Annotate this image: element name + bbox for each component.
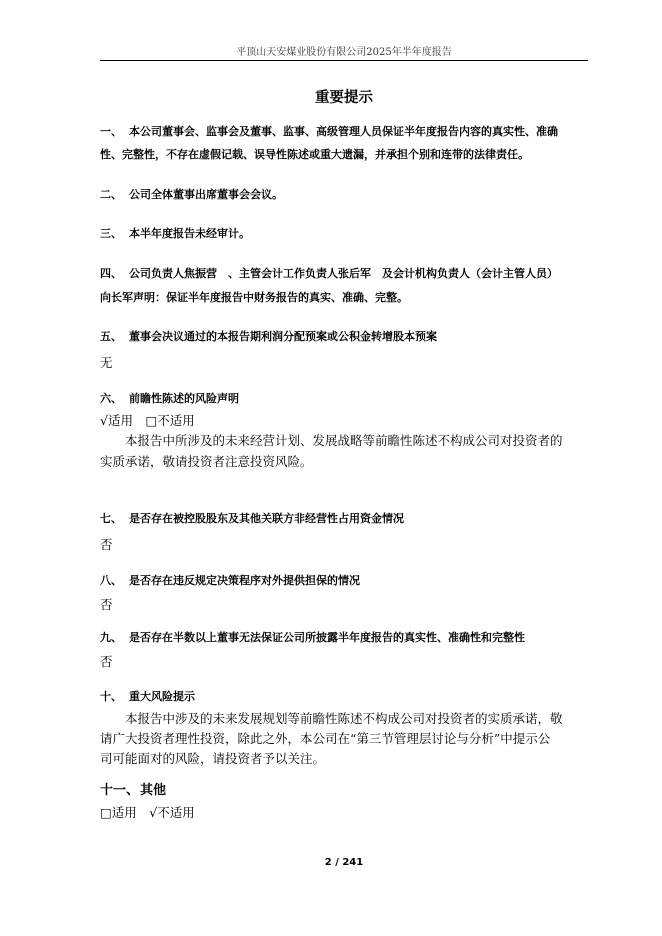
section-6: [100, 390, 590, 406]
page-number: 2 / 241: [324, 857, 364, 868]
section-2-number: 二、: [100, 188, 122, 201]
section-6-number: 六、: [100, 392, 122, 405]
page-header: 平顶山天安煤业股份有限公司2025年半年度报告: [236, 47, 452, 58]
section-5-number: 五、: [100, 330, 122, 343]
section-10: [100, 688, 590, 704]
section-8-answer: 否: [100, 597, 113, 612]
section-9: [100, 629, 590, 645]
section-8-text: 是否存在违反规定决策程序对外提供担保的情况: [129, 574, 360, 587]
section-8: [100, 572, 590, 588]
section-10-number: 十、: [100, 690, 122, 703]
section-2-text: 公司全体董事出席董事会会议。: [129, 188, 283, 201]
section-1-number: 一、: [100, 125, 122, 138]
section-10-paragraph-line-3: 司可能面对的风险，请投资者予以关注。: [100, 751, 326, 766]
section-10-paragraph-line-1: 本报告中涉及的未来发展规划等前瞻性陈述不构成公司对投资者的实质承诺，敬: [125, 711, 563, 726]
section-11-text: 其他: [140, 783, 167, 798]
section-3: [100, 225, 590, 241]
section-6-options: √适用 □不适用: [100, 413, 195, 428]
section-4-text: 公司负责人焦振营 、主管会计工作负责人张后军 及会计机构负责人（会计主管人员）: [129, 267, 558, 280]
section-5-text: 董事会决议通过的本报告期利润分配预案或公积金转增股本预案: [129, 330, 437, 343]
section-2: [100, 186, 590, 202]
section-1-text: 本公司董事会、监事会及董事、监事、高级管理人员保证半年度报告内容的真实性、准确: [129, 125, 558, 138]
section-3-number: 三、: [100, 227, 122, 240]
section-9-answer: 否: [100, 654, 113, 669]
section-6-paragraph-line-2: 实质承诺，敬请投资者注意投资风险。: [100, 454, 313, 469]
section-6-paragraph-line-1: 本报告中所涉及的未来经营计划、发展战略等前瞻性陈述不构成公司对投资者的: [125, 433, 563, 448]
section-5-answer: 无: [100, 355, 113, 370]
section-1-line-2: 性、完整性，不存在虚假记载、误导性陈述或重大遗漏，并承担个别和连带的法律责任。: [100, 148, 529, 161]
section-4-line-2: 向长军声明：保证半年度报告中财务报告的真实、准确、完整。: [100, 291, 408, 304]
section-4-number: 四、: [100, 267, 122, 280]
section-7-number: 七、: [100, 512, 122, 525]
section-10-text: 重大风险提示: [129, 690, 195, 703]
section-8-number: 八、: [100, 574, 122, 587]
section-9-number: 九、: [100, 631, 122, 644]
section-1-line-1: [100, 123, 590, 139]
section-11-options: □适用 √不适用: [100, 805, 195, 820]
section-7-text: 是否存在被控股股东及其他关联方非经营性占用资金情况: [129, 512, 404, 525]
section-6-text: 前瞻性陈述的风险声明: [129, 392, 239, 405]
section-5: [100, 328, 590, 344]
section-9-text: 是否存在半数以上董事无法保证公司所披露半年度报告的真实性、准确性和完整性: [129, 631, 525, 644]
section-4-line-1: [100, 265, 590, 281]
section-11: [100, 779, 590, 798]
page-title: 重要提示: [315, 90, 373, 106]
section-11-number: 十一、: [100, 783, 140, 798]
section-7: [100, 510, 590, 526]
section-10-paragraph-line-2: 请广大投资者理性投资，除此之外，本公司在“第三节管理层讨论与分析”中提示公: [100, 731, 551, 746]
section-3-text: 本半年度报告未经审计。: [129, 227, 250, 240]
section-7-answer: 否: [100, 537, 113, 552]
header-rule: [100, 60, 588, 61]
